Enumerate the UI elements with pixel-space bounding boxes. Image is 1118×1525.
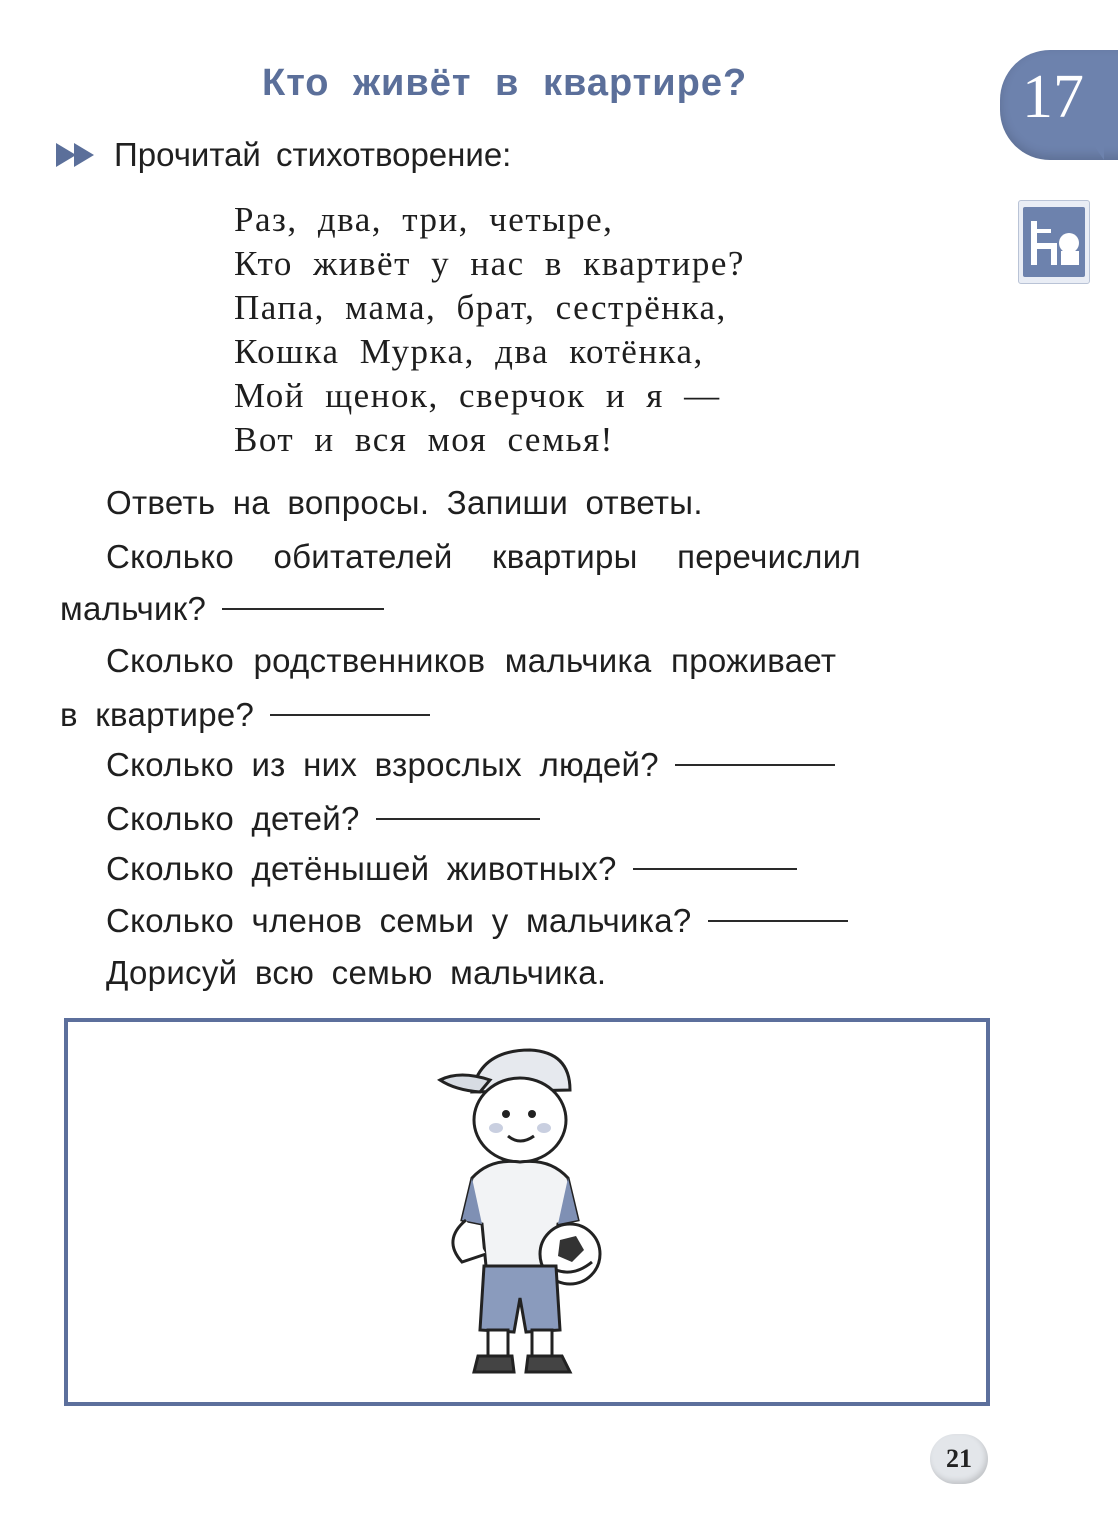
poem-line: Кто живёт у нас в квартире? [234,244,745,283]
question-2-line-2 [60,696,430,734]
question-6 [106,902,848,940]
question-1-line-1: Сколько обитателей квартиры перечислил [106,538,861,575]
question-5-text: Сколько детёнышей животных? [106,850,617,887]
double-arrow-icon [56,143,96,167]
question-5 [106,850,797,888]
question-1-line-2 [60,590,384,628]
task-text: Ответь на вопросы. Запиши ответы. [106,484,703,521]
poem-line: Раз, два, три, четыре, [234,200,614,239]
poem-line: Мой щенок, сверчок и я — [234,376,721,415]
poem-line: Вот и вся моя семья! [234,420,614,459]
badge-tail [1086,134,1104,160]
answer-line-5[interactable] [633,867,797,870]
question-1-text: мальчик? [60,590,207,627]
question-2-text: в квартире? [60,696,255,733]
answer-line-4[interactable] [376,817,540,820]
question-6-text: Сколько членов семьи у мальчика? [106,902,692,939]
pair-work-icon [1018,200,1090,284]
question-3 [106,746,835,784]
question-4 [106,800,540,838]
question-7: Дорисуй всю семью мальчика. [106,954,607,991]
poem [234,198,745,462]
instruction-text: Прочитай стихотворение: [114,136,512,173]
question-4-text: Сколько детей? [106,800,360,837]
poem-line: Кошка Мурка, два котёнка, [234,332,704,371]
question-2-line-1: Сколько родственников мальчика проживает [106,642,837,679]
answer-line-1[interactable] [222,607,384,610]
page-title: Кто живёт в квартире? [262,62,748,104]
lesson-number-badge [1000,50,1118,160]
answer-line-2[interactable] [270,713,430,716]
poem-line: Папа, мама, брат, сестрёнка, [234,288,727,327]
instruction [56,136,511,174]
answer-line-6[interactable] [708,919,848,922]
boy-illustration [420,1040,640,1380]
lesson-number: 17 [1022,63,1084,131]
answer-line-3[interactable] [675,763,835,766]
page-number: 21 [930,1434,988,1484]
question-3-text: Сколько из них взрослых людей? [106,746,659,783]
